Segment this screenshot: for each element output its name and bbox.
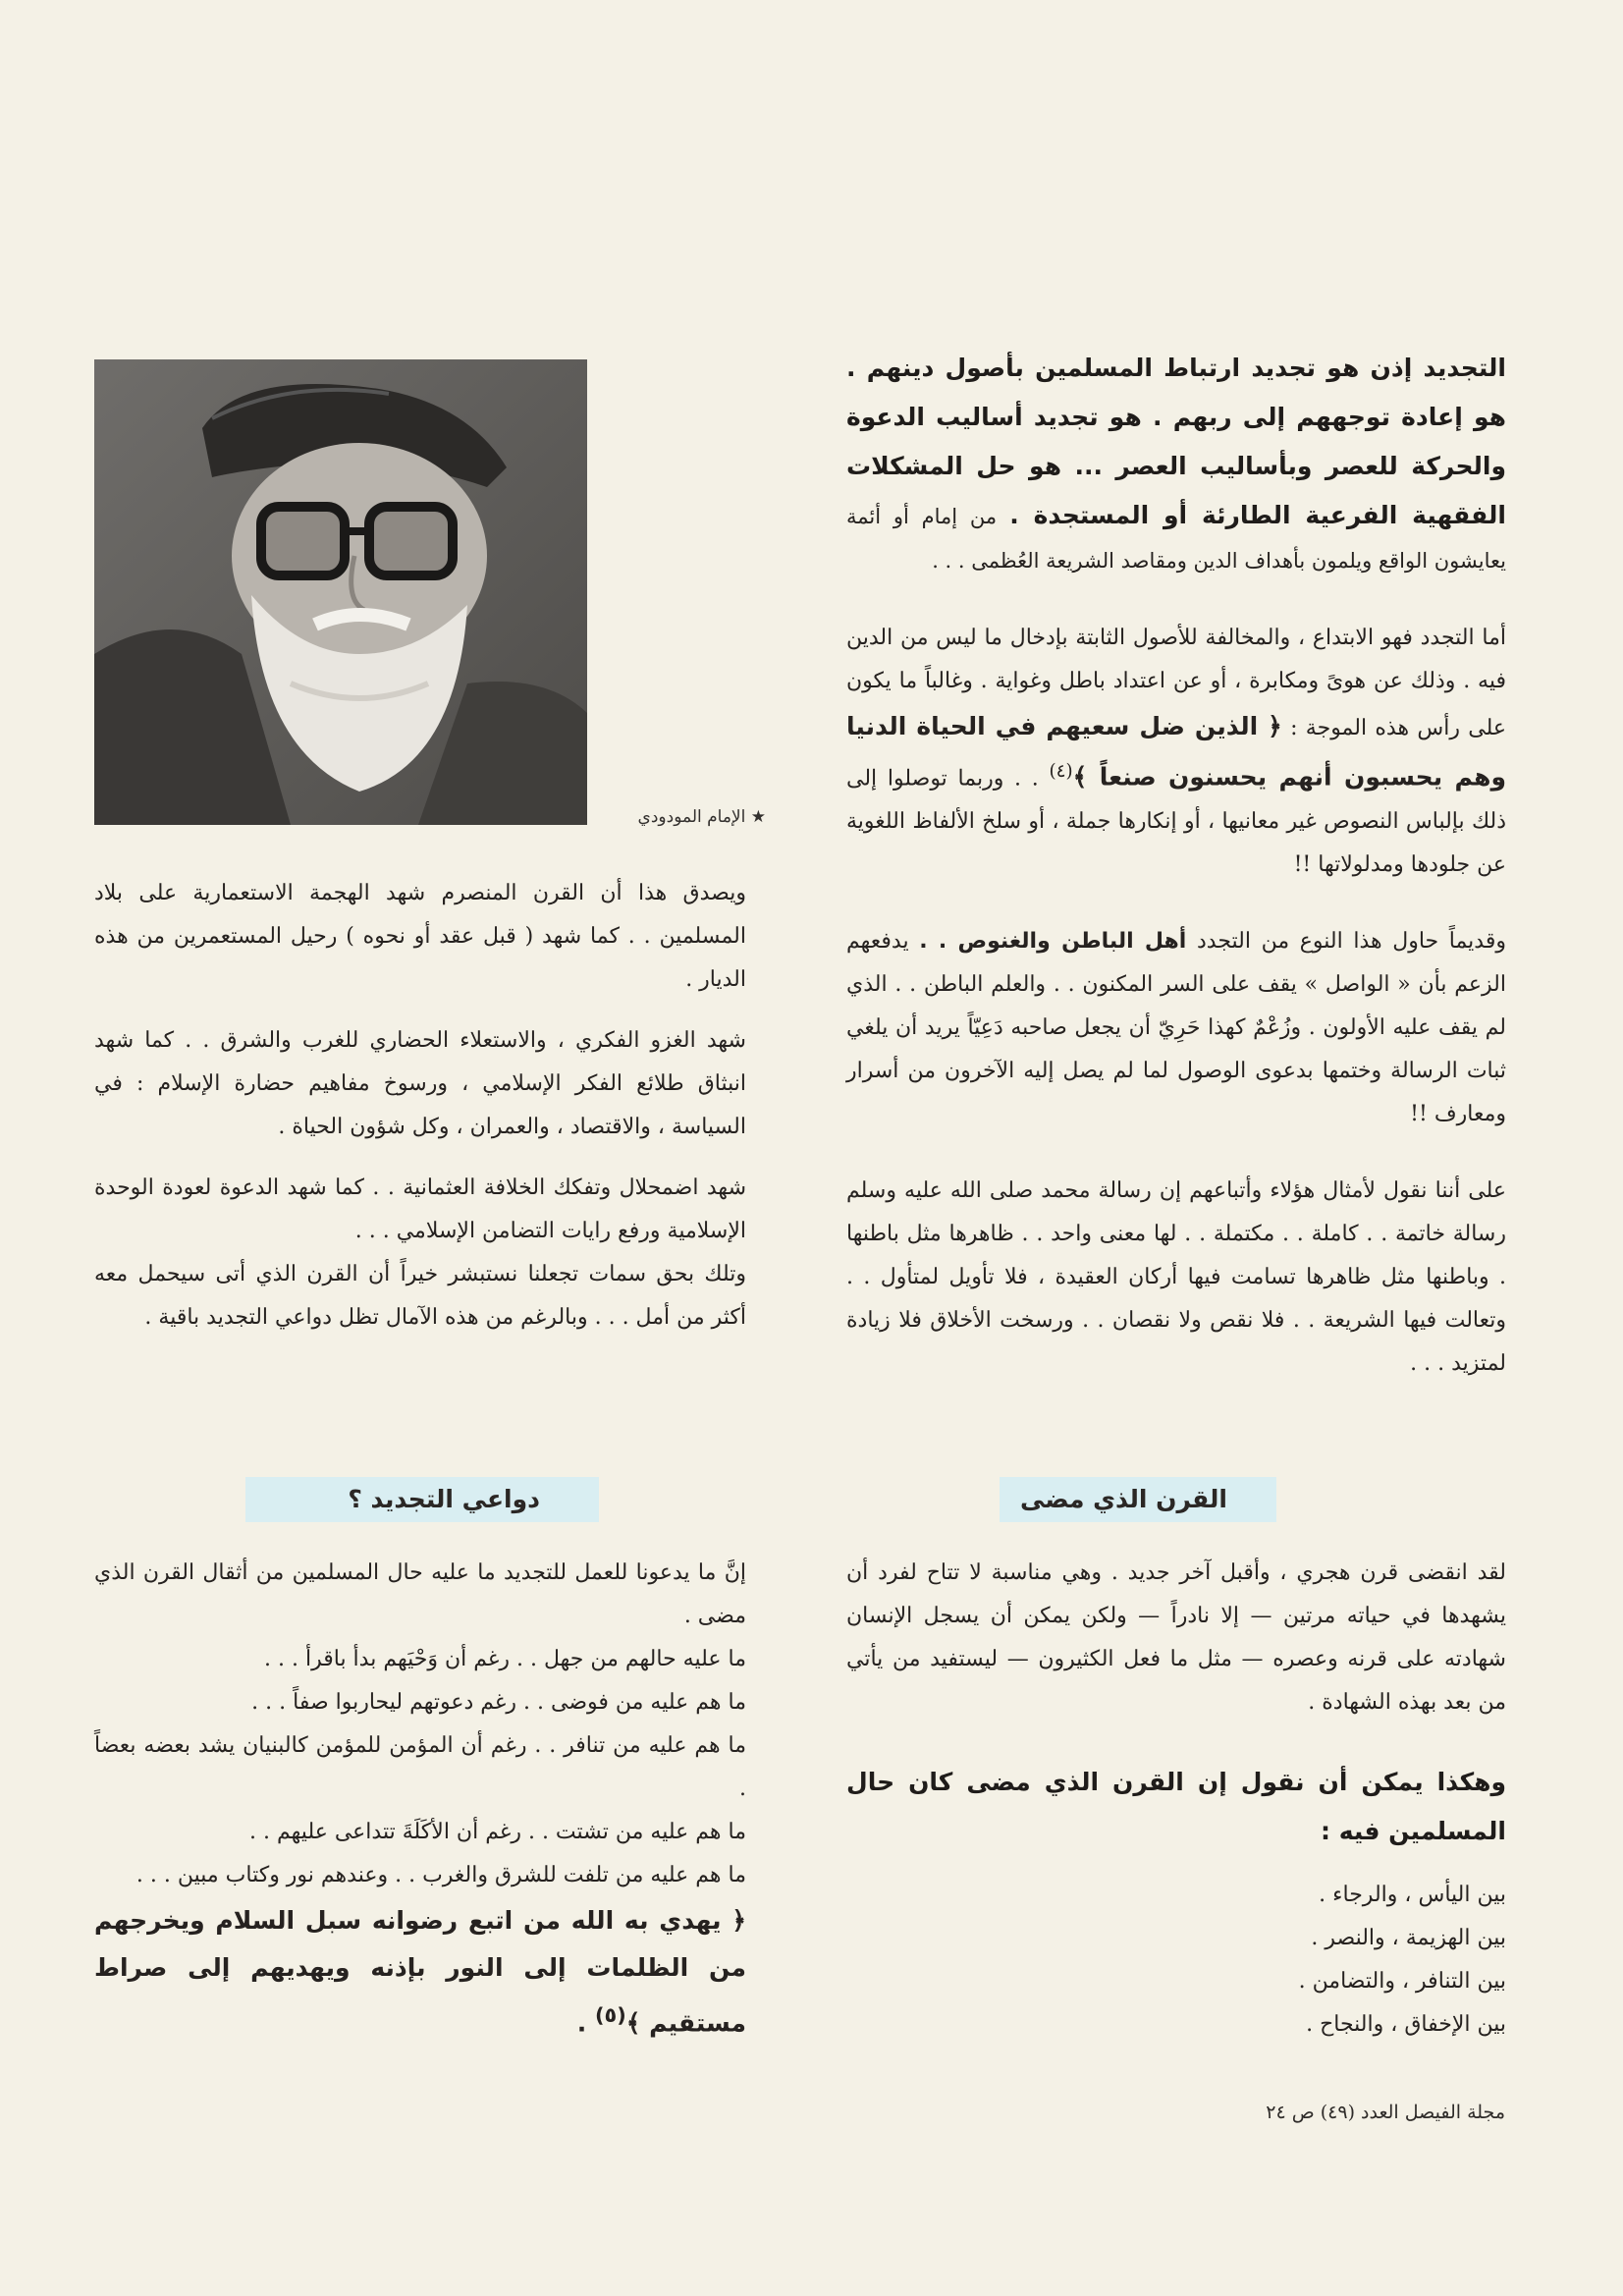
list-item: بين الهزيمة ، والنصر . (1311, 1926, 1506, 1950)
paragraph-text: أما التجدد فهو الابتداع ، والمخالفة للأصول الثابتة بإدخال ما ليس من الدين فيه . وذلك عن هوىً ومكابرة ، أو عن اعتداد باطل وغواية . وغالباً ما يكون على رأس هذه الموجة : (846, 626, 1506, 740)
paragraph-caliphate: شهد اضمحلال وتفكك الخلافة العثمانية . . كما شهد الدعوة لعودة الوحدة الإسلامية ورفع رايات التضامن الإسلامي . . . (94, 1175, 746, 1243)
paragraph-invasion: شهد الغزو الفكري ، والاستعلاء الحضاري للغرب والشرق . . كما شهد انبثاق طلائع الفكر الإسلامي ، ورسوخ مفاهيم حضارة الإسلام : في السياسة ، والاقتصاد ، والعمران ، وكل شؤون الحياة . (94, 1028, 746, 1139)
quran-quote: ﴿ يهدي به الله من اتبع رضوانه سبل السلام ويخرجهم من الظلمات إلى النور بإذنه ويهديهم إلى صراط مستقيم ﴾ (94, 1906, 746, 2038)
paragraph-text: وقديماً حاول هذا النوع من التجدد (1196, 929, 1506, 955)
left-column-lower (94, 1552, 746, 2047)
reason-item: ما هم عليه من تنافر . . رغم أن المؤمن للمؤمن كالبنيان يشد بعضه بعضاً . (94, 1733, 746, 1801)
reason-item: ما هم عليه من تشتت . . رغم أن الأكَلَةَ تتداعى عليهم . . (249, 1820, 746, 1844)
paragraph-colonial: ويصدق هذا أن القرن المنصرم شهد الهجمة الاستعمارية على بلاد المسلمين . . كما شهد ( قبل عقد أو نحوه ) رحيل المستعمرين من هذه الديار . (94, 881, 746, 992)
portrait-photo (94, 359, 587, 825)
footnote-marker: (٤) (1049, 761, 1073, 782)
paragraph-text: يدفعهم الزعم بأن « الواصل » يقف على السر المكنون . . والعلم الباطن . . الذي لم يقف عليه الأولون . وزُعْمٌ كهذا حَرِيّ أن يجعل صاحبه دَعِيّاً يريد أن يلغي ثبات الرسالة وختمها بدعوى الوصول لما لم يصل إليه الآخرون من أسرار ومعارف !! (846, 929, 1506, 1127)
right-column (846, 344, 1506, 1386)
section-heading-past-century (1000, 1477, 1276, 1522)
reason-item: ما عليه حالهم من جهل . . رغم أن وَحْيَهم بدأ باقرأ . . . (264, 1647, 746, 1671)
bold-phrase: أهل الباطن والغنوص . . (919, 929, 1187, 955)
paragraph-past-century: لقد انقضى قرن هجري ، وأقبل آخر جديد . وهي مناسبة لا تتاح لفرد أن يشهدها في حياته مرتين — إلا نادراً — ولكن يمكن أن يسجل الإنسان شهادته على قرنه وعصره — مثل ما فعل الكثيرون — ليستفيد من يأتي من بعد بهذه الشهادة . (846, 1560, 1506, 1715)
paragraph-tajaddud (846, 617, 1506, 887)
page-footer: مجلة الفيصل العدد (٤٩) ص ٢٤ (1266, 2102, 1505, 2123)
paragraph-risala: على أننا نقول لأمثال هؤلاء وأتباعهم إن رسالة محمد صلى الله عليه وسلم رسالة خاتمة . . كاملة . . مكتملة . . لها معنى واحد . . ظاهرها مثل باطنها . وباطنها مثل ظاهرها تسامت فيها أركان العقيدة ، فلا تأويل لمتأول . . وتعالت فيها الشريعة . . فلا نقص ولا نقصان . . ورسخت الأخلاق فلا زيادة لمتزيد . . . (846, 1178, 1506, 1377)
list-item: بين اليأس ، والرجاء . (1319, 1883, 1506, 1907)
state-list (846, 1874, 1506, 2047)
paragraph-batin (846, 920, 1506, 1136)
paragraph-muslims-state: وهكذا يمكن أن نقول إن القرن الذي مضى كان حال المسلمين فيه : (846, 1768, 1506, 1845)
closing-quote: ﴿ يهدي به الله من اتبع رضوانه سبل السلام ويخرجهم من الظلمات إلى النور بإذنه ويهديهم إلى صراط مستقيم ﴾$^{(٥)}$ . (94, 1906, 746, 2038)
section-heading-reasons (245, 1477, 599, 1522)
reason-item: ما هم عليه من تلفت للشرق والغرب . . وعندهم نور وكتاب مبين . . . (135, 1863, 746, 1887)
left-column (94, 872, 746, 1339)
quran-quote: ﴿ الذين ضل سعيهم في الحياة الدنيا وهم يحسبون أنهم يحسنون صنعاً ﴾ (846, 712, 1506, 792)
heading-text: القرن الذي مضى (1020, 1485, 1227, 1513)
lead-paragraph (846, 344, 1506, 583)
paragraph-text: . . وربما توصلوا إلى ذلك بإلباس النصوص غير معانيها ، أو إنكارها جملة ، أو سلخ الألفاظ اللغوية عن جلودها ومدلولاتها !! (846, 766, 1506, 878)
lead-tail-text: من إمام أو أئمة يعايشون الواقع ويلمون بأهداف الدين ومقاصد الشريعة العُظمى . . . (846, 505, 1506, 573)
right-column-lower (846, 1552, 1506, 2047)
photo-caption: ★ الإمام المودودي (637, 807, 766, 827)
reason-item: ما هم عليه من فوضى . . رغم دعوتهم ليحاربوا صفاً . . . (251, 1690, 746, 1715)
heading-text: دواعي التجديد ؟ (348, 1485, 540, 1513)
list-item: بين الإخفاق ، والنجاح . (1306, 2012, 1506, 2037)
footnote-marker: (٥) (594, 2003, 626, 2027)
paragraph-hope: وتلك بحق سمات تجعلنا نستبشر خيراً أن القرن الذي أتى سيحمل معه أكثر من أمل . . . وبالرغم من هذه الآمال تظل دواعي التجديد باقية . (94, 1262, 746, 1330)
portrait-illustration (94, 359, 587, 825)
paragraph-reasons-intro: إنَّ ما يدعونا للعمل للتجديد ما عليه حال المسلمين من أثقال القرن الذي مضى . (94, 1560, 746, 1628)
list-item: بين التنافر ، والتضامن . (1298, 1969, 1506, 1994)
lead-bold-text: التجديد إذن هو تجديد ارتباط المسلمين بأصول دينهم . هو إعادة توجههم إلى ربهم . هو تجديد أساليب الدعوة والحركة للعصر وبأساليب العصر ... هو حل المشكلات الفقهية الفرعية الطارئة أو المستجدة . (846, 354, 1506, 529)
